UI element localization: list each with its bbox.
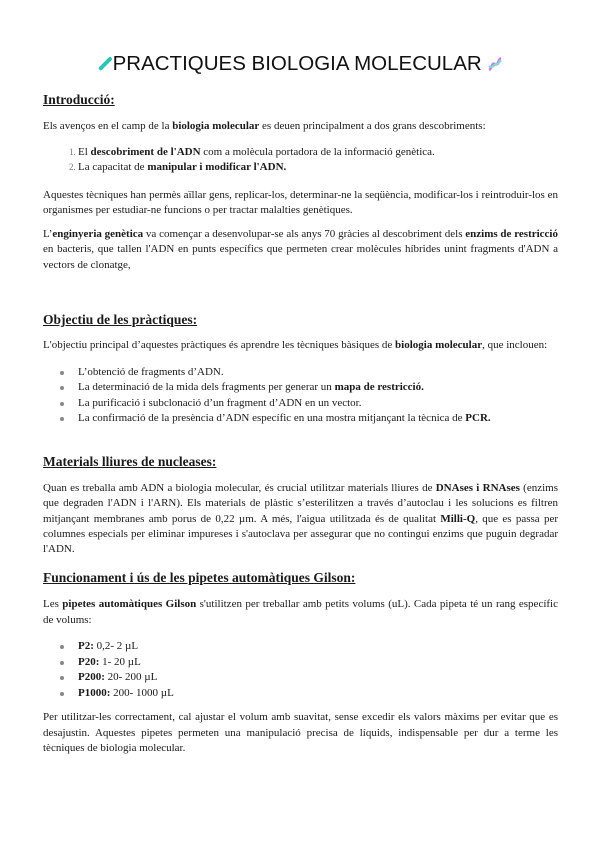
text-run: 1- 20 µL — [99, 655, 141, 668]
list-item — [78, 160, 558, 176]
bold-text: P2: — [78, 640, 94, 652]
text-run: s'utilitzen per treballar amb petits volums (uL). Cada pipeta té un rang específic de volums: — [43, 598, 558, 626]
bold-text: P20: — [78, 655, 100, 668]
text-run: , que es passa per columnes especials per eliminar impureses i s'autoclava per assegurar que no contingui enzims que puguin degradar l'ADN. — [43, 512, 559, 556]
paragraph — [43, 338, 558, 354]
text-run: La confirmació de la presència d’ADN específic en una mostra mitjançant la tècnica de — [78, 412, 466, 424]
paragraph — [43, 597, 558, 628]
test-tube-icon — [97, 54, 113, 70]
text-run: L'objectiu principal d’aquestes pràctiques és aprendre les tècniques bàsiques de — [43, 339, 396, 351]
text-run: L’ — [43, 227, 53, 240]
bold-text: manipular i modificar l'ADN. — [147, 161, 287, 173]
list-item — [78, 655, 558, 671]
list-item — [78, 396, 558, 412]
bullet-list — [43, 639, 558, 701]
list-item — [78, 365, 558, 381]
section-pipetes — [43, 570, 558, 757]
list-item — [78, 380, 558, 396]
text-run: Quan es treballa amb ADN a biologia molecular, és crucial utilitzar materials lliures de — [43, 482, 436, 494]
text-run: La determinació de la mida dels fragments per generar un — [78, 381, 335, 393]
section-objectiu — [43, 312, 558, 427]
title-text: PRACTIQUES BIOLOGIA MOLECULAR — [112, 52, 482, 75]
text-run: Aquestes tècniques han permès aïllar gens, replicar-los, determinar-ne la seqüència, modificar-los i reintroduir-los en organismes per estudiar-ne funcions o per tractar malalties genètiques. — [43, 188, 558, 216]
section-heading: Introducció: — [43, 92, 115, 107]
bold-text: PCR. — [465, 412, 491, 424]
paragraph — [43, 481, 558, 557]
text-run: 200- 1000 µL — [110, 686, 174, 699]
document-title — [0, 52, 600, 76]
text-run: Les — [43, 598, 63, 610]
list-item — [78, 145, 558, 161]
paragraph — [43, 710, 558, 757]
bold-text: enzims de restricció — [465, 227, 558, 240]
numbered-list — [43, 145, 558, 176]
bold-text: P1000: — [78, 686, 111, 699]
text-run: , que inclouen: — [482, 339, 548, 351]
list-item — [78, 670, 558, 686]
text-run: La capacitat de — [78, 161, 148, 173]
bold-text: descobriment de l'ADN — [90, 145, 201, 158]
bold-text: biologia molecular — [395, 339, 483, 351]
text-run: La purificació i subclonació d’un fragment d’ADN en un vector. — [78, 396, 362, 409]
section-introduccio — [43, 92, 558, 273]
text-run: L’obtenció de fragments d’ADN. — [78, 365, 224, 378]
text-run: 20- 200 µL — [104, 671, 158, 683]
bold-text: enginyeria genètica — [52, 227, 144, 240]
bullet-list — [43, 365, 558, 427]
section-heading: Funcionament i ús de les pipetes automàtiques Gilson: — [43, 570, 356, 585]
text-run: en bacteris, que tallen l'ADN en punts específics que permeten crear molècules híbrides unint fragments d'ADN a vectors de clonatge, — [43, 243, 558, 271]
text-run: va començar a desenvolupar-se als anys 70 gràcies al descobriment dels — [143, 227, 466, 240]
bold-text: mapa de restricció. — [334, 381, 424, 393]
text-run: (enzims que degraden l'ADN i l'ARN). Els materials de plàstic s’esterilitzen a través d’autoclau i les solucions es filtren mitjançant membranes amb porus de 0,22 µm. A més, l'aigua utilitzada és de qualitat — [43, 482, 559, 525]
bold-text: P200: — [78, 671, 105, 683]
text-run: com a molècula portadora de la informació genètica. — [200, 145, 435, 158]
text-run: Els avenços en el camp de la — [43, 120, 173, 132]
text-run: Per utilitzar-les correctament, cal ajustar el volum amb suavitat, sense excedir els valors màxims per evitar que es desajustin. Aquestes pipetes permeten una manipulació precisa de líquids, indispensable per dur a terme les tècniques de biologia molecular. — [43, 711, 558, 754]
paragraph — [43, 188, 558, 219]
text-run: El — [78, 145, 91, 158]
list-item — [78, 686, 558, 702]
bold-text: biologia molecular — [172, 120, 260, 132]
paragraph — [43, 227, 558, 274]
list-item — [78, 411, 558, 427]
bold-text: Milli-Q — [440, 512, 476, 525]
text-run: es deuen principalment a dos grans descobriments: — [259, 120, 486, 132]
paragraph — [43, 119, 558, 135]
bold-text: DNAses i RNAses — [435, 482, 520, 494]
list-item — [78, 639, 558, 655]
dna-icon — [487, 54, 503, 70]
text-run: 0,2- 2 µL — [93, 640, 139, 652]
section-materials — [43, 454, 558, 557]
section-heading: Materials lliures de nucleases: — [43, 454, 217, 469]
bold-text: pipetes automàtiques Gilson — [62, 598, 197, 610]
section-heading: Objectiu de les pràctiques: — [43, 312, 198, 327]
